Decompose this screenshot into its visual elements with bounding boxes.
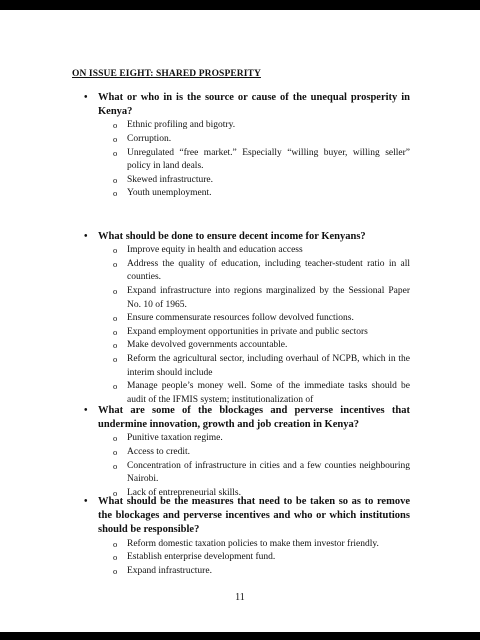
question-label: What or who in is the source or cause of the unequal prosperity in Kenya? <box>98 92 410 118</box>
answer-list <box>0 119 480 201</box>
list-item: o Make devolved governments accountable. <box>127 339 410 353</box>
question-label: What are some of the blockages and perverse incentives that undermine innovation, growth and job creation in Kenya? <box>98 405 410 431</box>
list-item: o Ensure commensurate resources follow devolved functions. <box>127 312 410 326</box>
answer-list <box>0 538 480 579</box>
list-item: o Concentration of infrastructure in cities and a few counties neighbouring Nairobi. <box>113 460 410 485</box>
list-marker-icon: o <box>113 381 118 392</box>
list-item: o Expand infrastructure into regions marginalized by the Sessional Paper No. 10 of 1965. <box>113 285 410 310</box>
list-item: o Reform domestic taxation policies to make them investor friendly. <box>127 538 410 552</box>
list-item: o Expand infrastructure. <box>127 565 410 579</box>
question-block-4 <box>0 495 480 578</box>
list-marker-icon: o <box>113 447 118 457</box>
list-item: o Address the quality of education, including teacher-student ratio in all counties. <box>113 258 410 283</box>
list-marker-icon: o <box>113 538 118 549</box>
question-text <box>84 404 410 432</box>
list-item: o Corruption. <box>127 133 410 147</box>
list-marker-icon: o <box>113 565 118 576</box>
list-marker-icon: o <box>113 258 118 269</box>
question-block-3 <box>0 404 480 500</box>
list-item: o Expand employment opportunities in private and public sectors <box>127 326 410 340</box>
list-item: o Skewed infrastructure. <box>127 174 410 188</box>
list-marker-icon: o <box>113 460 118 471</box>
list-item: o Access to credit. <box>127 446 410 460</box>
list-item: o Punitive taxation regime. <box>127 432 410 446</box>
list-item: o Establish enterprise development fund. <box>127 551 410 565</box>
list-marker-icon: o <box>113 188 118 199</box>
list-item: o Manage people’s money well. Some of the immediate tasks should be audit of the IFMIS system; institutionalization of <box>113 381 410 405</box>
document-page <box>0 10 480 632</box>
list-marker-icon: o <box>113 340 118 351</box>
list-marker-icon: o <box>113 285 118 296</box>
list-item: o Youth unemployment. <box>127 187 410 201</box>
question-text <box>84 230 410 244</box>
list-item: o Reform the agricultural sector, including overhaul of NCPB, which in the interim should include <box>113 353 410 378</box>
question-label: What should be done to ensure decent income for Kenyans? <box>98 231 366 242</box>
question-label: What should be the measures that need to be taken so as to remove the blockages and perverse incentives and who or which institutions should be responsible? <box>98 496 410 536</box>
bullet-icon: • <box>84 405 88 416</box>
list-marker-icon: o <box>113 353 118 364</box>
question-block-2 <box>0 230 480 407</box>
list-item: o Unregulated “free market.” Especially “willing buyer, willing seller” policy in land deals. <box>113 147 410 172</box>
question-text <box>84 91 410 119</box>
list-marker-icon: o <box>113 147 118 158</box>
list-marker-icon: o <box>113 174 118 185</box>
list-marker-icon: o <box>113 120 118 131</box>
bullet-icon: • <box>84 496 88 507</box>
list-marker-icon: o <box>113 313 118 324</box>
section-heading: ON ISSUE EIGHT: SHARED PROSPERITY <box>72 69 261 79</box>
list-item: o Improve equity in health and education access <box>127 244 410 258</box>
list-item: o Lack of entrepreneurial skills. <box>127 487 410 501</box>
list-item: o Ethnic profiling and bigotry. <box>127 119 410 133</box>
list-marker-icon: o <box>113 245 118 256</box>
list-marker-icon: o <box>113 134 118 144</box>
question-block-1 <box>0 91 480 201</box>
bullet-icon: • <box>84 231 88 242</box>
page-number: 11 <box>235 592 245 603</box>
list-marker-icon: o <box>113 326 118 337</box>
question-text <box>84 495 410 538</box>
bullet-icon: • <box>84 92 88 103</box>
answer-list <box>0 244 480 407</box>
answer-list <box>0 432 480 500</box>
list-marker-icon: o <box>113 433 118 444</box>
list-marker-icon: o <box>113 487 118 498</box>
list-marker-icon: o <box>113 552 118 563</box>
